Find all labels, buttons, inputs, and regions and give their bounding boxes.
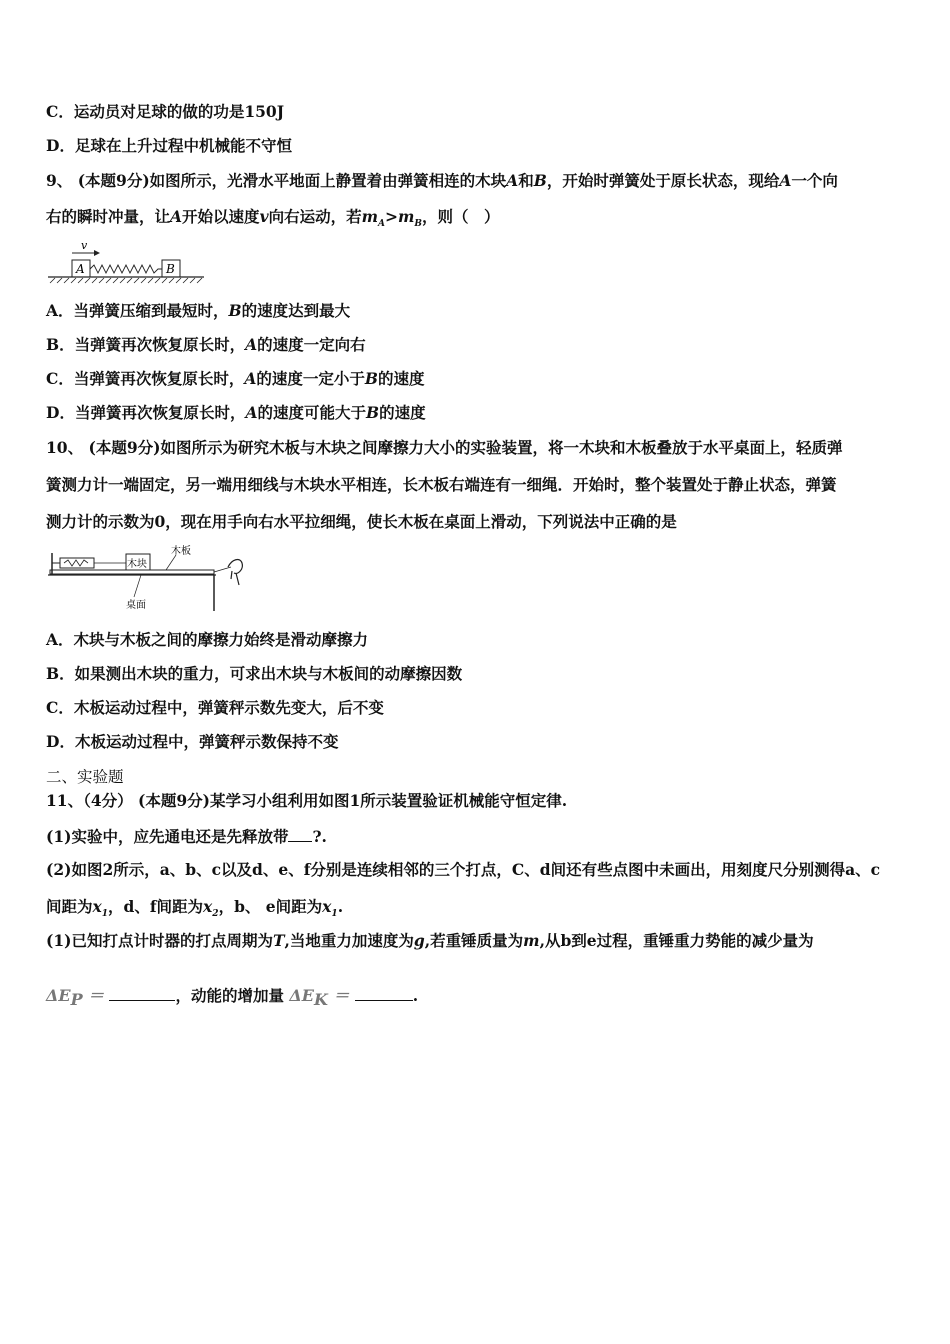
q9-option-b xyxy=(46,334,366,356)
var-x: x xyxy=(322,897,332,916)
var-a: A xyxy=(244,369,257,388)
q10-option-a: A．木块与木板之间的摩擦力始终是滑动摩擦力 xyxy=(46,630,369,649)
var-b: B xyxy=(364,369,378,388)
var-m: m xyxy=(361,207,378,226)
answer-blank-ep[interactable] xyxy=(109,986,175,1001)
var-x: x xyxy=(203,897,213,916)
table-label: 桌面 xyxy=(126,600,146,611)
q11-end: . xyxy=(412,986,419,1005)
scale-spring xyxy=(64,560,88,566)
var-a: A xyxy=(506,171,519,190)
q9-option-a xyxy=(46,300,350,322)
q9-stem-text: 如图所示，光滑水平地面上静置着由弹簧相连的木块 xyxy=(149,171,507,190)
spring xyxy=(90,265,162,273)
q11-part2-text-b: ，d、f间距为 xyxy=(108,897,204,916)
q11-part3-text-c: ,若重锤质量为 xyxy=(424,931,524,950)
q11-part3-text-d: ,从b到e过程，重锤重力势能的减少量为 xyxy=(539,931,814,950)
block-label: 木块 xyxy=(127,559,147,570)
board-pointer xyxy=(166,555,176,570)
delta-ep: ΔE xyxy=(46,986,71,1005)
q9-stem-line2 xyxy=(46,206,500,235)
q11-stem xyxy=(46,790,567,812)
q11-part1-end: ?. xyxy=(312,827,327,846)
q11-part3-text-b: ,当地重力加速度为 xyxy=(284,931,414,950)
sub-3: 1 xyxy=(331,909,338,920)
q8-option-d: D．足球在上升过程中机械能不守恒 xyxy=(46,136,292,155)
q11-part2-end: . xyxy=(337,897,344,916)
q11-part2-line2 xyxy=(46,896,343,925)
sub-p: P xyxy=(70,990,83,1010)
q9-stem-line1 xyxy=(46,170,838,192)
q9-score: (本题9分) xyxy=(77,171,150,190)
q11-part1-text: (1)实验中，应先通电还是先释放带 xyxy=(46,827,289,846)
q10-stem-line1 xyxy=(46,437,842,459)
q11-part2-text-c: ，b、 e间距为 xyxy=(218,897,323,916)
answer-blank-ek[interactable] xyxy=(355,986,413,1001)
long-board xyxy=(50,570,214,574)
q10-friction-figure xyxy=(46,545,252,615)
q11-part2-line1: (2)如图2所示，a、b、c以及d、e、f分别是连续相邻的三个打点，C、d间还有些点图中未画出，用刻度尺分别测得a、c xyxy=(46,860,881,879)
block-a-label: A xyxy=(76,262,85,276)
q9-option-c-text3: 的速度 xyxy=(378,369,425,388)
q9-option-d-text2: 的速度可能大于 xyxy=(257,403,366,422)
var-m: m xyxy=(397,207,415,226)
q9-option-d xyxy=(46,402,426,424)
q10-option-c: C．木板运动过程中，弹簧秤示数先变大，后不变 xyxy=(46,698,384,717)
q11-number: 11、（4分） xyxy=(46,791,133,810)
q9-option-c xyxy=(46,368,425,390)
var-a: A xyxy=(245,335,258,354)
section-heading: 二、实验题 xyxy=(46,768,124,786)
q9-option-c-text2: 的速度一定小于 xyxy=(256,369,365,388)
q10-option-b: B．如果测出木块的重力，可求出木块与木板间的动摩擦因数 xyxy=(46,664,463,683)
ground-hatch xyxy=(50,278,202,283)
q11-kinetic-text: ，动能的增加量 xyxy=(175,986,284,1005)
spring-scale xyxy=(60,558,94,568)
var-b: B xyxy=(228,301,242,320)
table-pointer xyxy=(134,575,141,597)
delta-ek: ΔE xyxy=(289,986,314,1005)
q9-stem-text3: 一个向 xyxy=(791,171,838,190)
var-b: B xyxy=(366,403,380,422)
q11-part3 xyxy=(46,930,814,952)
hand-icon xyxy=(228,560,242,585)
board-label: 木板 xyxy=(171,546,191,557)
q9-stem-text2: ，开始时弹簧处于原长状态，现给 xyxy=(546,171,780,190)
fig-v-label: v xyxy=(81,239,88,252)
q9-option-d-text3: 的速度 xyxy=(379,403,426,422)
q10-number: 10、 xyxy=(46,438,84,457)
q10-stem-line3: 测力计的示数为0，现在用手向右水平拉细绳，使长木板在桌面上滑动，下列说法中正确的是 xyxy=(46,512,677,531)
q11-part3-text: (1)已知打点计时器的打点周期为 xyxy=(46,931,273,950)
q9-spring-figure xyxy=(46,238,206,288)
var-a: A xyxy=(170,207,183,226)
block-b-label: B xyxy=(166,262,175,276)
q9-option-a-text: A．当弹簧压缩到最短时， xyxy=(46,301,229,320)
var-x: x xyxy=(92,897,102,916)
answer-blank-1[interactable] xyxy=(288,827,312,842)
var-t: T xyxy=(272,931,285,950)
q8-option-c: C．运动员对足球的做的功是150J xyxy=(46,102,285,121)
q10-stem-line2: 簧测力计一端固定，另一端用细线与木块水平相连，长木板右端连有一细绳．开始时，整个装置处于静止状态，弹簧 xyxy=(46,475,837,494)
q10-score: (本题9分) xyxy=(88,438,161,457)
q9-option-a-text2: 的速度达到最大 xyxy=(241,301,351,320)
q9-option-b-text: B．当弹簧再次恢复原长时， xyxy=(46,335,246,354)
q9-and: 和 xyxy=(518,171,534,190)
var-g: g xyxy=(413,931,425,950)
sub-a: A xyxy=(378,219,385,230)
q11-part3-answers xyxy=(46,985,418,1011)
q9-option-b-text2: 的速度一定向右 xyxy=(257,335,366,354)
q9-line2-text-c: 向右运动，若 xyxy=(268,207,362,226)
arrow-head-icon xyxy=(94,250,100,256)
q9-line2-text: 右的瞬时冲量，让 xyxy=(46,207,171,226)
pull-rope xyxy=(214,567,231,572)
var-a: A xyxy=(779,171,792,190)
var-b: B xyxy=(533,171,547,190)
sub-k: K xyxy=(314,990,328,1010)
sub-2: 2 xyxy=(212,909,219,920)
q10-line1-text: 如图所示为研究木板与木块之间摩擦力大小的实验装置，将一木块和木板叠放于水平桌面上，轻质弹 xyxy=(160,438,843,457)
q9-option-c-text: C．当弹簧再次恢复原长时， xyxy=(46,369,245,388)
q9-number: 9、 xyxy=(46,171,73,190)
var-m: m xyxy=(523,931,540,950)
q10-option-d: D．木板运动过程中，弹簧秤示数保持不变 xyxy=(46,732,339,751)
q9-line2-text-d: ，则（ ） xyxy=(422,207,500,226)
q9-option-d-text: D．当弹簧再次恢复原长时， xyxy=(46,403,246,422)
var-a: A xyxy=(245,403,258,422)
equals-sign: ＝ xyxy=(88,986,105,1005)
equals-sign: ＝ xyxy=(333,986,350,1005)
q11-stem-text: (本题9分)某学习小组利用如图1所示装置验证机械能守恒定律. xyxy=(138,791,568,810)
q9-line2-text-b: 开始以速度 xyxy=(182,207,260,226)
q11-part2-text: 间距为 xyxy=(46,897,93,916)
q11-part1 xyxy=(46,826,327,848)
gt-sign: > xyxy=(384,207,398,226)
sub-1: 1 xyxy=(101,909,109,920)
var-v: v xyxy=(259,207,269,226)
sub-b: B xyxy=(414,219,422,230)
